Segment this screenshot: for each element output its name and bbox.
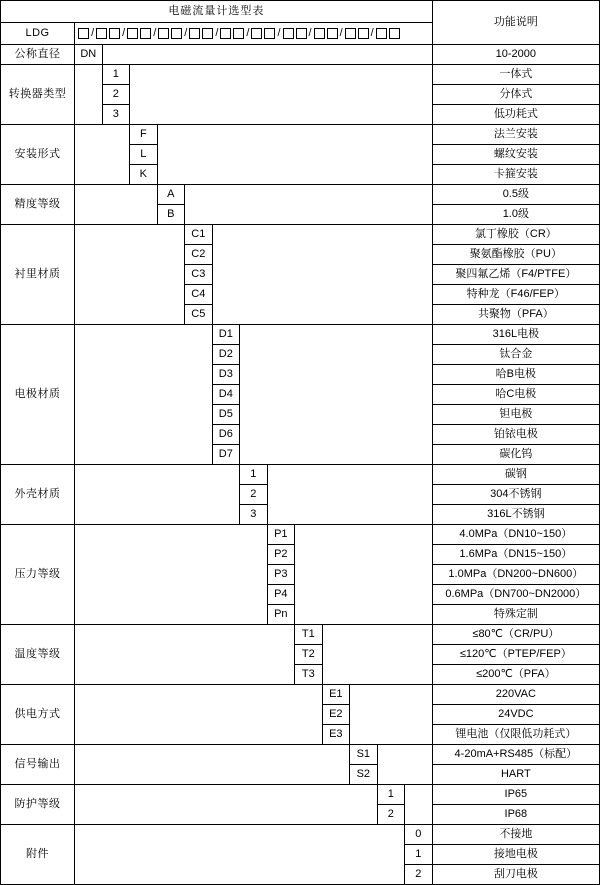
desc-cell: 0.5级 <box>432 185 599 205</box>
code-cell: 2 <box>377 805 405 825</box>
spacer-cell <box>322 625 432 685</box>
code-box-icon <box>171 28 182 39</box>
desc-cell: 哈C电极 <box>432 385 599 405</box>
slash-icon: / <box>277 27 281 40</box>
row-power-1 <box>1 685 600 705</box>
desc-cell: 卡箍安装 <box>432 165 599 185</box>
desc-cell: 碳钢 <box>432 465 599 485</box>
code-cell: S2 <box>350 765 378 785</box>
code-cell: 2 <box>240 485 268 505</box>
row-install-form-1 <box>1 125 600 145</box>
spacer-cell <box>75 465 240 525</box>
code-cell: 1 <box>405 845 433 865</box>
code-cell: C3 <box>185 265 213 285</box>
code-cell: D4 <box>212 385 240 405</box>
title-row <box>1 1 600 23</box>
code-box-icon <box>345 28 356 39</box>
desc-cell: 316L电极 <box>432 325 599 345</box>
code-cell: Pn <box>267 605 295 625</box>
code-cell: D7 <box>212 445 240 465</box>
code-box-icon <box>283 28 294 39</box>
code-cell: P2 <box>267 545 295 565</box>
code-cell: D1 <box>212 325 240 345</box>
code-cell: C1 <box>185 225 213 245</box>
code-cell: 1 <box>102 65 130 85</box>
spacer-cell <box>75 745 350 785</box>
code-box-icon <box>189 28 200 39</box>
slash-icon: / <box>153 27 157 40</box>
desc-cell: 0.6MPa（DN700~DN2000） <box>432 585 599 605</box>
row-accessory-1 <box>1 825 600 845</box>
code-cell: P4 <box>267 585 295 605</box>
row-label: 电极材质 <box>1 325 75 465</box>
desc-cell: 铂铱电极 <box>432 425 599 445</box>
desc-cell: 分体式 <box>432 85 599 105</box>
code-cell: D6 <box>212 425 240 445</box>
code-cell: T1 <box>295 625 323 645</box>
code-box-icon <box>220 28 231 39</box>
code-cell: T3 <box>295 665 323 685</box>
spacer-cell <box>185 185 433 225</box>
code-box-icon <box>109 28 120 39</box>
desc-cell: 刮刀电极 <box>432 865 599 885</box>
code-cell: D5 <box>212 405 240 425</box>
slash-icon: / <box>184 27 188 40</box>
slash-icon: / <box>308 27 312 40</box>
code-cell: 1 <box>240 465 268 485</box>
desc-cell: 1.0级 <box>432 205 599 225</box>
row-nominal-diameter <box>1 45 600 65</box>
desc-cell: 锂电池（仅限低功耗式） <box>432 725 599 745</box>
desc-cell: 共聚物（PFA） <box>432 305 599 325</box>
spacer-cell <box>267 465 432 525</box>
desc-cell: 4-20mA+RS485（标配） <box>432 745 599 765</box>
code-cell: P1 <box>267 525 295 545</box>
spacer-cell <box>75 625 295 685</box>
code-box-icon <box>127 28 138 39</box>
code-cell: C4 <box>185 285 213 305</box>
code-cell: C2 <box>185 245 213 265</box>
desc-cell: 4.0MPa（DN10~150） <box>432 525 599 545</box>
desc-cell: 1.6MPa（DN15~150） <box>432 545 599 565</box>
desc-header: 功能说明 <box>432 1 599 45</box>
code-box-icon <box>264 28 275 39</box>
desc-cell: 不接地 <box>432 825 599 845</box>
spacer-cell <box>350 685 433 745</box>
code-box-icon <box>327 28 338 39</box>
code-cell: K <box>130 165 158 185</box>
code-cell: 3 <box>240 505 268 525</box>
desc-cell: 钽电极 <box>432 405 599 425</box>
spacer-cell <box>157 125 432 185</box>
code-cell: DN <box>75 45 103 65</box>
spacer-cell <box>75 125 130 185</box>
code-box-icon <box>96 28 107 39</box>
desc-cell: 24VDC <box>432 705 599 725</box>
row-label: 防护等级 <box>1 785 75 825</box>
code-cell: T2 <box>295 645 323 665</box>
desc-cell: ≤120℃（PTEP/FEP） <box>432 645 599 665</box>
desc-cell: 聚四氟乙烯（F4/PTFE） <box>432 265 599 285</box>
model-prefix: LDG <box>1 23 75 45</box>
spacer-cell <box>405 785 433 825</box>
code-cell: 2 <box>102 85 130 105</box>
desc-cell: ≤200℃（PFA） <box>432 665 599 685</box>
slash-icon: / <box>122 27 126 40</box>
row-label: 供电方式 <box>1 685 75 745</box>
row-accuracy-1 <box>1 185 600 205</box>
spacer-cell <box>212 225 432 325</box>
code-box-icon <box>251 28 262 39</box>
code-box-icon <box>389 28 400 39</box>
row-lining-1 <box>1 225 600 245</box>
desc-cell: 聚氨酯橡胶（PU） <box>432 245 599 265</box>
desc-cell: 法兰安装 <box>432 125 599 145</box>
code-cell: F <box>130 125 158 145</box>
row-signal-1 <box>1 745 600 765</box>
code-cell: E3 <box>322 725 350 745</box>
spacer-cell <box>75 225 185 325</box>
slash-icon: / <box>339 27 343 40</box>
row-label: 温度等级 <box>1 625 75 685</box>
desc-cell: 低功耗式 <box>432 105 599 125</box>
row-pressure-1 <box>1 525 600 545</box>
desc-cell: 特种龙（F46/FEP） <box>432 285 599 305</box>
model-code-sequence <box>75 23 432 44</box>
desc-cell: 304不锈钢 <box>432 485 599 505</box>
page-title: 电磁流量计选型表 <box>1 1 433 23</box>
spacer-cell <box>75 785 378 825</box>
spacer-cell <box>75 325 213 465</box>
desc-cell: 特殊定制 <box>432 605 599 625</box>
code-cell: C5 <box>185 305 213 325</box>
slash-icon: / <box>246 27 250 40</box>
slash-icon: / <box>370 27 374 40</box>
desc-cell: 钛合金 <box>432 345 599 365</box>
code-box-icon <box>78 28 89 39</box>
code-cell: D2 <box>212 345 240 365</box>
desc-cell: HART <box>432 765 599 785</box>
spacer-cell <box>102 45 432 65</box>
row-label: 信号输出 <box>1 745 75 785</box>
code-box-icon <box>233 28 244 39</box>
row-label: 精度等级 <box>1 185 75 225</box>
model-code-boxes <box>75 23 433 45</box>
desc-cell: 一体式 <box>432 65 599 85</box>
code-cell: A <box>157 185 185 205</box>
code-cell: E2 <box>322 705 350 725</box>
code-box-icon <box>296 28 307 39</box>
code-box-icon <box>376 28 387 39</box>
code-box-icon <box>158 28 169 39</box>
spacer-cell <box>75 525 268 625</box>
code-cell: 0 <box>405 825 433 845</box>
desc-cell: 碳化钨 <box>432 445 599 465</box>
row-label: 外壳材质 <box>1 465 75 525</box>
code-cell: P3 <box>267 565 295 585</box>
desc-cell: 220VAC <box>432 685 599 705</box>
spacer-cell <box>295 525 433 625</box>
code-box-icon <box>202 28 213 39</box>
row-label: 公称直径 <box>1 45 75 65</box>
code-cell: 2 <box>405 865 433 885</box>
code-cell: L <box>130 145 158 165</box>
code-box-icon <box>140 28 151 39</box>
row-label: 衬里材质 <box>1 225 75 325</box>
code-cell: D3 <box>212 365 240 385</box>
slash-icon: / <box>215 27 219 40</box>
spacer-cell <box>377 745 432 785</box>
row-label: 压力等级 <box>1 525 75 625</box>
code-cell: S1 <box>350 745 378 765</box>
desc-cell: ≤80℃（CR/PU） <box>432 625 599 645</box>
code-cell: 1 <box>377 785 405 805</box>
code-cell: 3 <box>102 105 130 125</box>
slash-icon: / <box>91 27 95 40</box>
spacer-cell <box>75 685 323 745</box>
spacer-cell <box>75 825 405 885</box>
code-cell: B <box>157 205 185 225</box>
row-electrode-1 <box>1 325 600 345</box>
row-temperature-1 <box>1 625 600 645</box>
desc-cell: 10-2000 <box>432 45 599 65</box>
row-label: 转换器类型 <box>1 65 75 125</box>
desc-cell: IP68 <box>432 805 599 825</box>
desc-cell: 接地电极 <box>432 845 599 865</box>
spacer-cell <box>75 185 158 225</box>
desc-cell: 氯丁橡胶（CR） <box>432 225 599 245</box>
desc-cell: IP65 <box>432 785 599 805</box>
row-protection-1 <box>1 785 600 805</box>
row-shell-1 <box>1 465 600 485</box>
code-cell: E1 <box>322 685 350 705</box>
desc-cell: 1.0MPa（DN200~DN600） <box>432 565 599 585</box>
spacer-cell <box>130 65 433 125</box>
desc-cell: 316L不锈钢 <box>432 505 599 525</box>
desc-cell: 螺纹安装 <box>432 145 599 165</box>
code-box-icon <box>358 28 369 39</box>
row-converter-type-1 <box>1 65 600 85</box>
spacer-cell <box>75 65 103 125</box>
spacer-cell <box>240 325 433 465</box>
code-box-icon <box>314 28 325 39</box>
desc-cell: 哈B电极 <box>432 365 599 385</box>
row-label: 安装形式 <box>1 125 75 185</box>
row-label: 附件 <box>1 825 75 885</box>
